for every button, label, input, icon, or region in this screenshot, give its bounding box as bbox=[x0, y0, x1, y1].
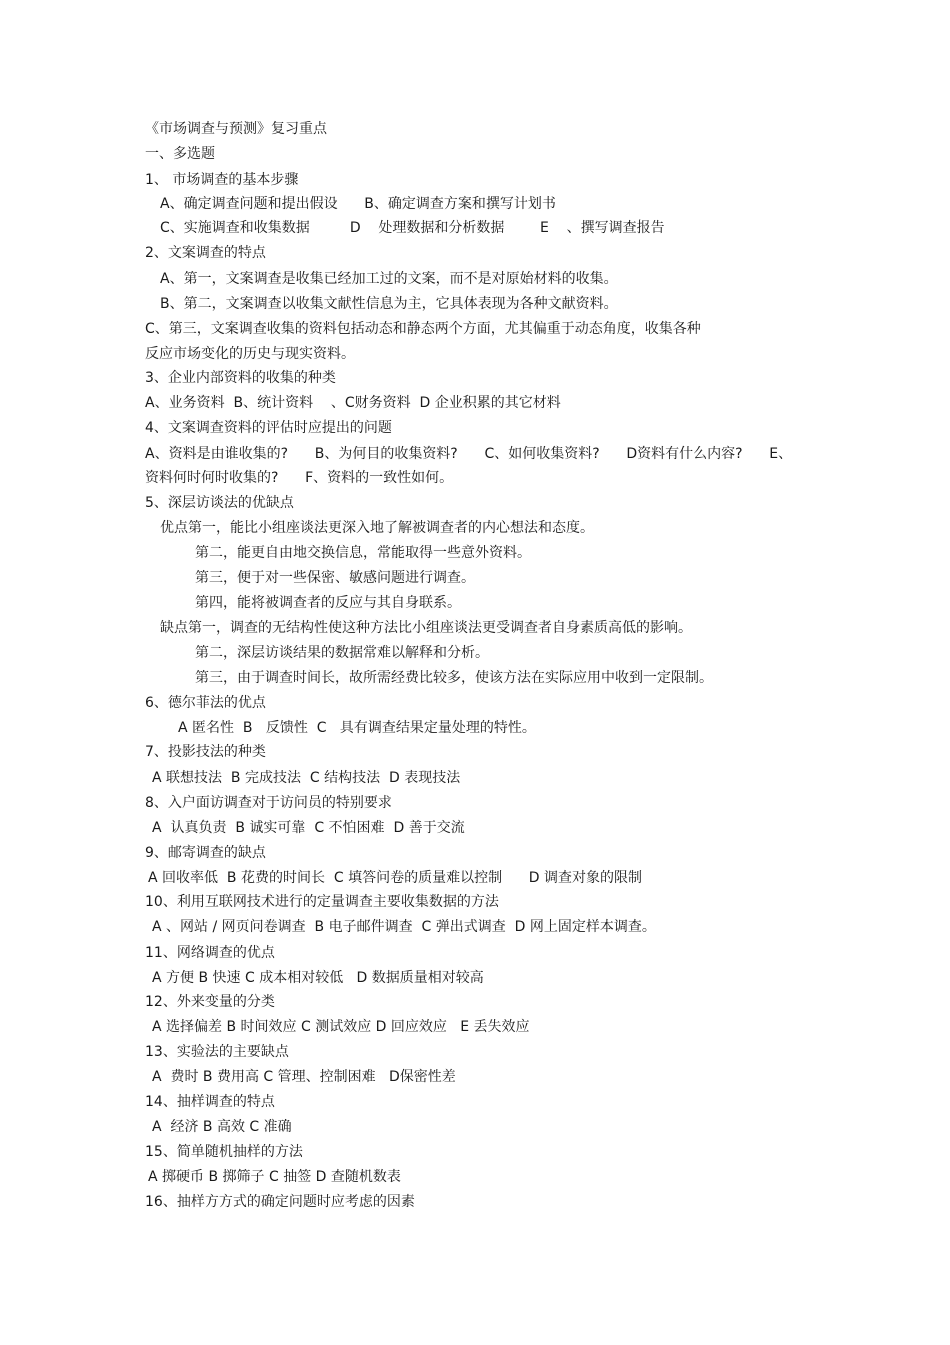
question-heading: 13、实验法的主要缺点 bbox=[145, 1044, 289, 1060]
question-options: 缺点第一，调查的无结构性使这种方法比小组座谈法更受调查者自身素质高低的影响。 bbox=[160, 620, 692, 636]
question-heading: 1、 市场调查的基本步骤 bbox=[145, 172, 299, 188]
question-options: A、第一，文案调查是收集已经加工过的文案，而不是对原始材料的收集。 bbox=[160, 271, 618, 287]
question-options: A 费时 B 费用高 C 管理、控制困难 D保密性差 bbox=[152, 1069, 456, 1085]
question-options: B、第二，文案调查以收集文献性信息为主，它具体表现为各种文献资料。 bbox=[160, 296, 618, 312]
question-options: A 认真负责 B 诚实可靠 C 不怕困难 D 善于交流 bbox=[152, 820, 465, 836]
section-heading: 一、多选题 bbox=[145, 146, 215, 162]
question-heading: 16、抽样方方式的确定问题时应考虑的因素 bbox=[145, 1194, 415, 1210]
question-heading: 5、深层访谈法的优缺点 bbox=[145, 495, 294, 511]
question-heading: 11、网络调查的优点 bbox=[145, 945, 275, 961]
question-heading: 9、邮寄调查的缺点 bbox=[145, 845, 266, 861]
question-options: A、资料是由谁收集的? B、为何目的收集资料? C、如何收集资料? D资料有什么内容? E、 bbox=[145, 446, 793, 462]
question-options: C、实施调查和收集数据 D 处理数据和分析数据 E 、撰写调查报告 bbox=[160, 220, 665, 236]
question-options: 反应市场变化的历史与现实资料。 bbox=[145, 346, 355, 362]
question-options: A、确定调查问题和提出假设 B、确定调查方案和撰写计划书 bbox=[160, 196, 556, 212]
question-heading: 8、入户面访调查对于访问员的特别要求 bbox=[145, 795, 392, 811]
question-heading: 15、简单随机抽样的方法 bbox=[145, 1144, 303, 1160]
question-options: 第三，由于调查时间长，故所需经费比较多，使该方法在实际应用中收到一定限制。 bbox=[195, 670, 713, 686]
question-options: A 回收率低 B 花费的时间长 C 填答问卷的质量难以控制 D 调查对象的限制 bbox=[148, 870, 643, 886]
question-options: A 掷硬币 B 掷筛子 C 抽签 D 查随机数表 bbox=[148, 1169, 401, 1185]
question-options: A 经济 B 高效 C 准确 bbox=[152, 1119, 292, 1135]
question-options: 资料何时何时收集的? F、资料的一致性如何。 bbox=[145, 470, 454, 486]
question-options: A 联想技法 B 完成技法 C 结构技法 D 表现技法 bbox=[152, 770, 461, 786]
question-options: A 匿名性 B 反馈性 C 具有调查结果定量处理的特性。 bbox=[178, 720, 536, 736]
document-title: 《市场调查与预测》复习重点 bbox=[145, 121, 327, 137]
question-options: 优点第一，能比小组座谈法更深入地了解被调查者的内心想法和态度。 bbox=[160, 520, 594, 536]
question-options: A 方便 B 快速 C 成本相对较低 D 数据质量相对较高 bbox=[152, 970, 484, 986]
question-heading: 12、外来变量的分类 bbox=[145, 994, 275, 1010]
question-options: 第四，能将被调查者的反应与其自身联系。 bbox=[195, 595, 461, 611]
question-options: A 选择偏差 B 时间效应 C 测试效应 D 回应效应 E 丢失效应 bbox=[152, 1019, 530, 1035]
question-options: A、业务资料 B、统计资料 、C财务资料 D 企业积累的其它材料 bbox=[145, 395, 561, 411]
question-heading: 10、利用互联网技术进行的定量调查主要收集数据的方法 bbox=[145, 894, 499, 910]
question-heading: 3、企业内部资料的收集的种类 bbox=[145, 370, 336, 386]
question-heading: 2、文案调查的特点 bbox=[145, 245, 266, 261]
question-options: 第三，便于对一些保密、敏感问题进行调查。 bbox=[195, 570, 475, 586]
question-options: 第二，能更自由地交换信息，常能取得一些意外资料。 bbox=[195, 545, 531, 561]
question-options: C、第三，文案调查收集的资料包括动态和静态两个方面，尤其偏重于动态角度，收集各种 bbox=[145, 321, 701, 337]
question-options: A 、网站 / 网页问卷调查 B 电子邮件调查 C 弹出式调查 D 网上固定样本调查。 bbox=[152, 919, 656, 935]
question-heading: 14、抽样调查的特点 bbox=[145, 1094, 275, 1110]
question-heading: 7、投影技法的种类 bbox=[145, 744, 266, 760]
question-options: 第二，深层访谈结果的数据常难以解释和分析。 bbox=[195, 645, 489, 661]
question-heading: 4、文案调查资料的评估时应提出的问题 bbox=[145, 420, 392, 436]
question-heading: 6、德尔菲法的优点 bbox=[145, 695, 266, 711]
